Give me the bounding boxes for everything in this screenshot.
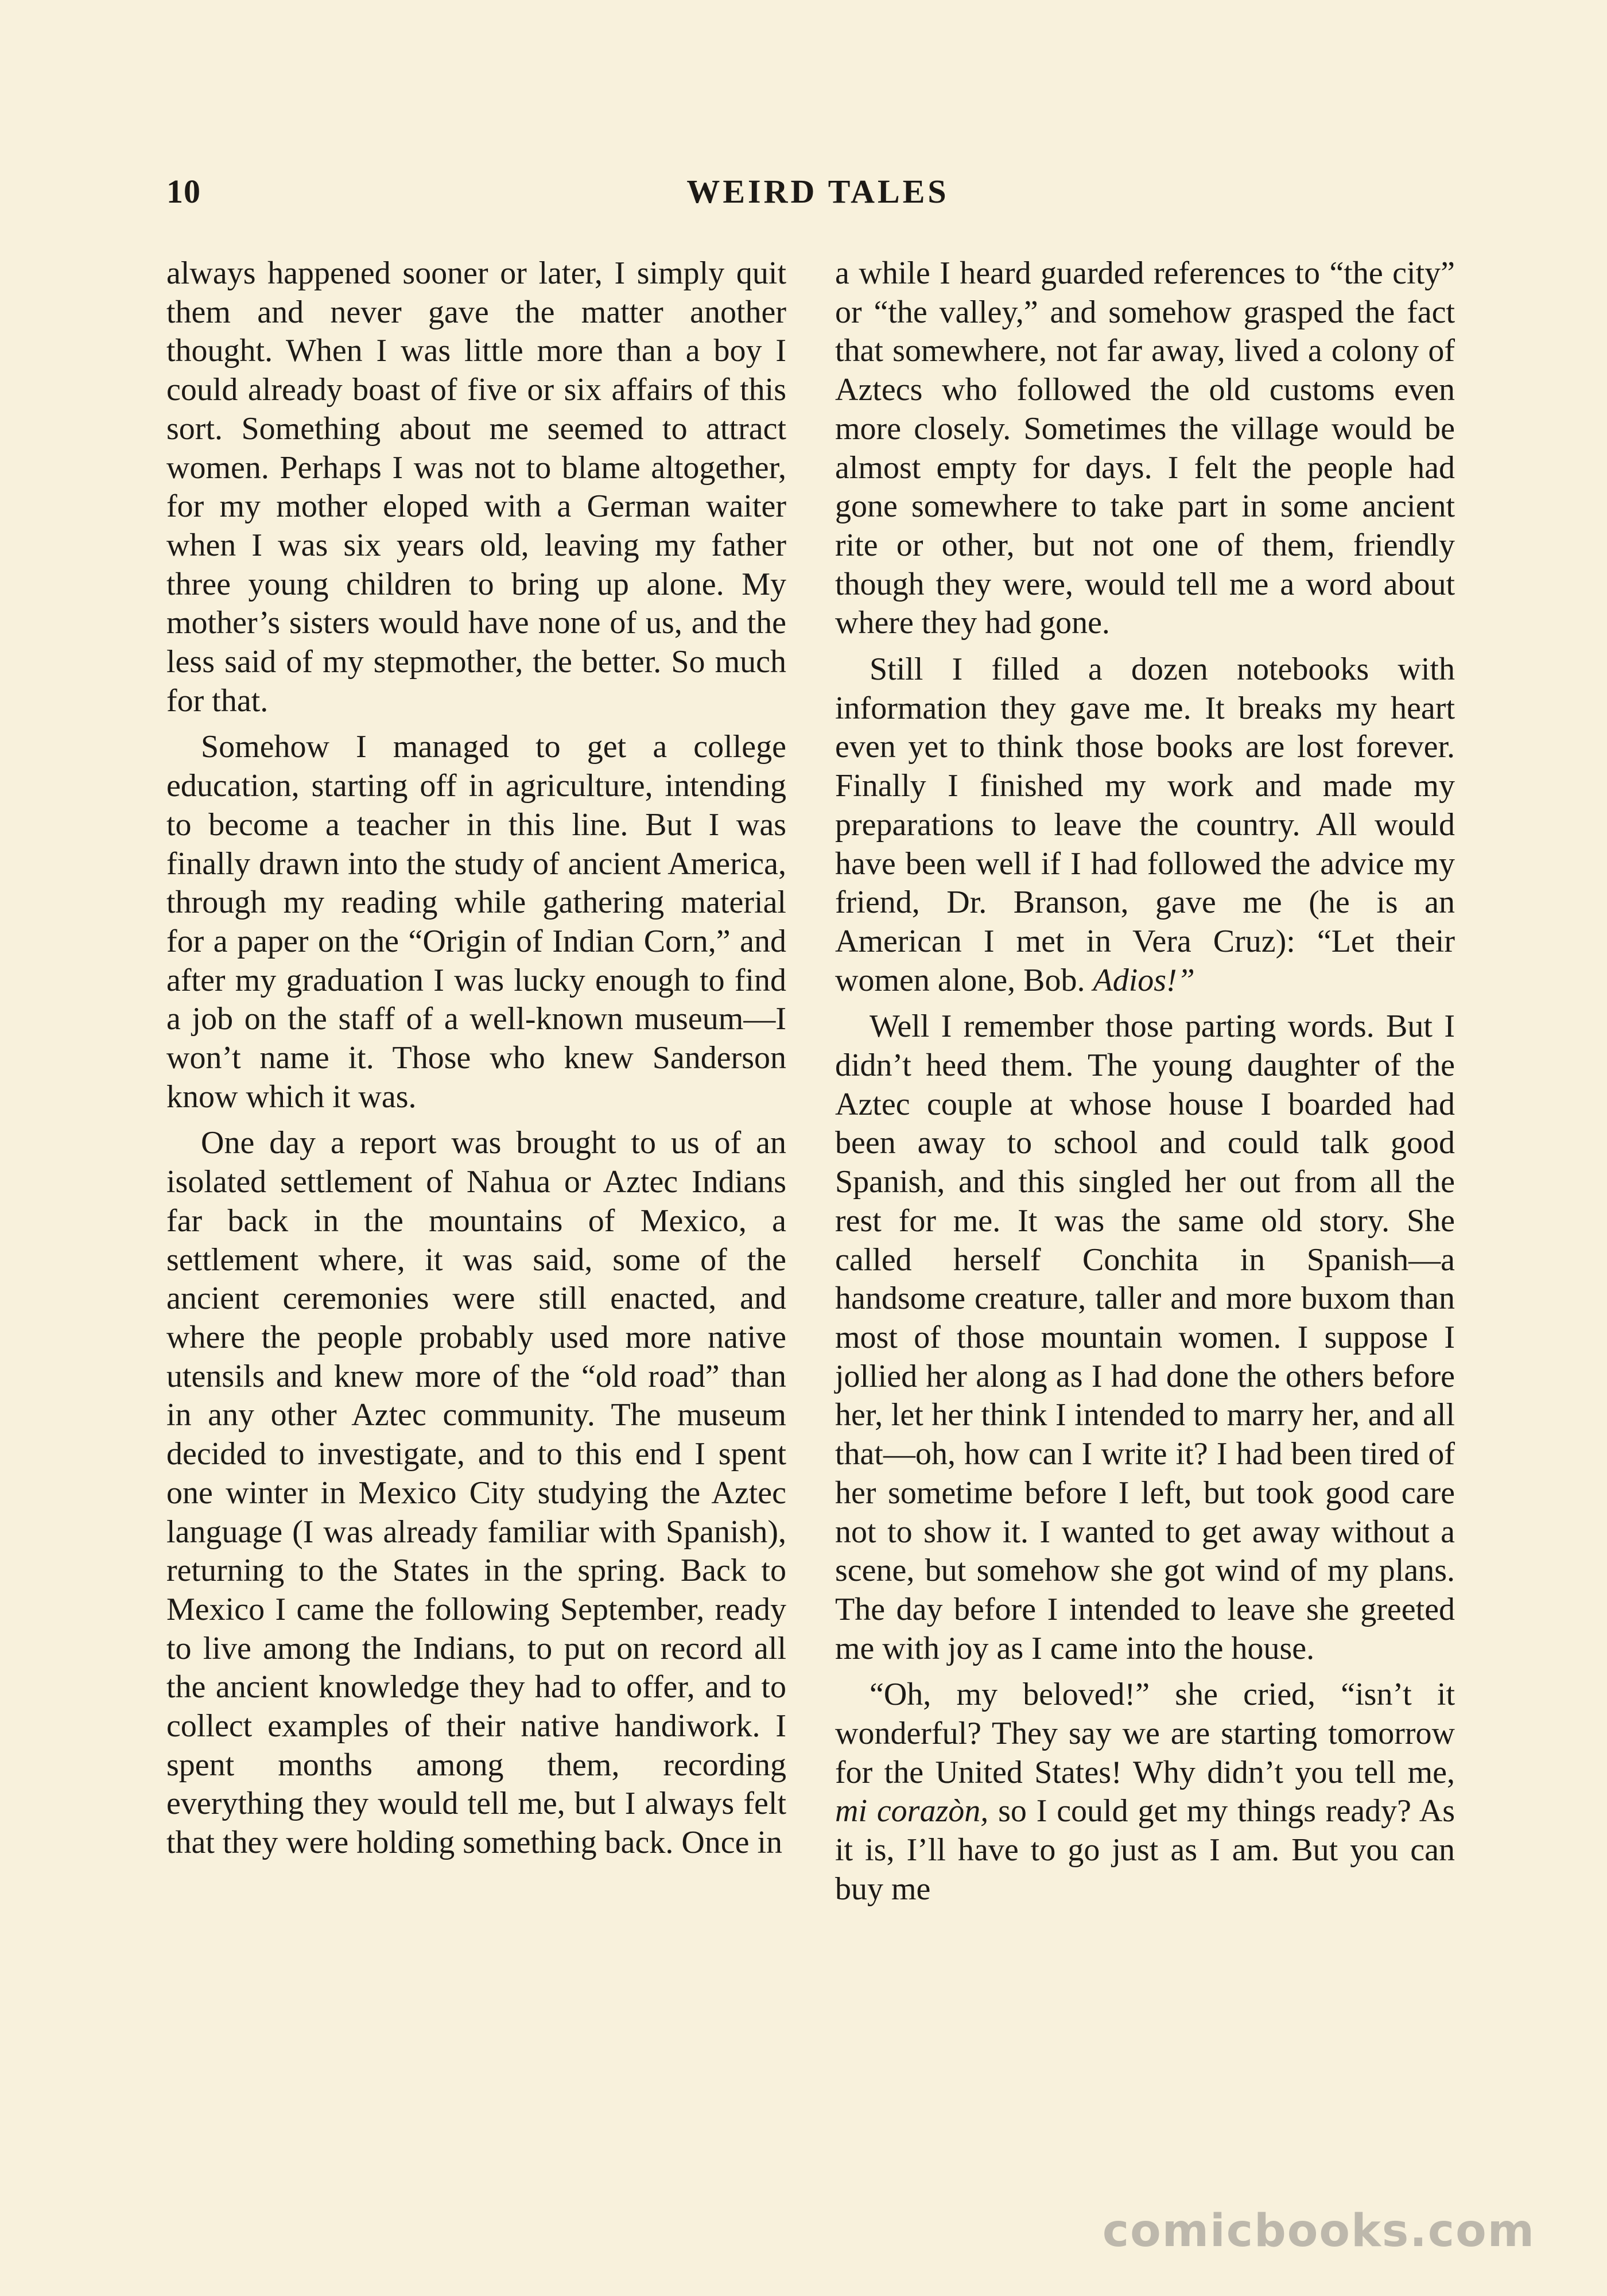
paragraph — [835, 1676, 1455, 1909]
italic-phrase: mi corazòn, — [835, 1793, 989, 1829]
paragraph-text: so I could get my things ready? As it is, I’ll have to go just as I am. But you can buy me — [835, 1793, 1455, 1907]
paragraph — [835, 650, 1455, 1000]
page-number: 10 — [166, 173, 201, 210]
paragraph: Well I remember those parting words. But I didn’t heed them. The young daughter of the Aztec couple at whose house I boarded had been away to school and could talk good Spanish, and this singled her out from all the rest for me. It was the same old story. She called herself Conchita in Spanish—a handsome creature, taller and more buxom than most of those mountain women. I suppose I jollied her along as I had done the others before her, let her think I intended to marry her, and all that—oh, how can I write it? I had been tired of her sometime before I left, but took good care not to show it. I wanted to get away without a scene, but somehow she got wind of my plans. The day before I intended to leave she greeted me with joy as I came into the house. — [835, 1009, 1455, 1666]
running-head — [166, 172, 1469, 218]
left-column — [166, 254, 786, 1863]
italic-phrase: Adios!” — [1093, 962, 1195, 998]
magazine-title: WEIRD TALES — [686, 173, 949, 210]
paragraph: always happened sooner or later, I simply quit them and never gave the matter another thought. When I was little more than a boy I could already boast of five or six affairs of this sort. Something about me seemed to attract women. Perhaps I was not to blame altogether, for my mother eloped with a German waiter when I was six years old, leaving my father three young children to bring up alone. My mother’s sisters would have none of us, and the less said of my stepmother, the better. So much for that. — [166, 255, 786, 719]
paragraph: Somehow I managed to get a college education, starting off in agriculture, intending to become a teacher in this line. But I was finally drawn into the study of ancient America, through my reading while gathering material for a paper on the “Origin of Indian Corn,” and after my graduation I was lucky enough to find a job on the staff of a well-known museum—I won’t name it. Those who knew Sanderson know which it was. — [166, 729, 786, 1115]
watermark: comicbooks.com — [1102, 2205, 1535, 2257]
paragraph-text: “Oh, my beloved!” she cried, “isn’t it wonderful? They say we are starting tomorrow for the United States! Why didn’t you tell me, — [835, 1677, 1455, 1790]
right-column — [835, 254, 1455, 1909]
paragraph-text: Still I filled a dozen notebooks with information they gave me. It breaks my heart even yet to think those books are lost forever. Finally I finished my work and made my preparations to leave the country. All would have been well if I had followed the advice my friend, Dr. Branson, gave me (he is an American I met in Vera Cruz): “Let their women alone, Bob. — [835, 651, 1455, 998]
paragraph: One day a report was brought to us of an isolated settlement of Nahua or Aztec Indians far back in the mountains of Mexico, a settlement where, it was said, some of the ancient ceremonies were still enacted, and where the people probably used more native utensils and knew more of the “old road” than in any other Aztec community. The museum decided to investigate, and to this end I spent one winter in Mexico City studying the Aztec language (I was already familiar with Spanish), returning to the States in the spring. Back to Mexico I came the following September, ready to live among the Indians, to put on record all the ancient knowledge they had to offer, and to collect examples of their native handiwork. I spent months among them, recording everything they would tell me, but I always felt that they were holding something back. Once in — [166, 1125, 786, 1861]
paragraph: a while I heard guarded references to “the city” or “the valley,” and somehow grasped the fact that somewhere, not far away, lived a colony of Aztecs who followed the old customs even more closely. Sometimes the village would be almost empty for days. I felt the people had gone somewhere to take part in some ancient rite or other, but not one of them, friendly though they were, would tell me a word about where they had gone. — [835, 255, 1455, 641]
